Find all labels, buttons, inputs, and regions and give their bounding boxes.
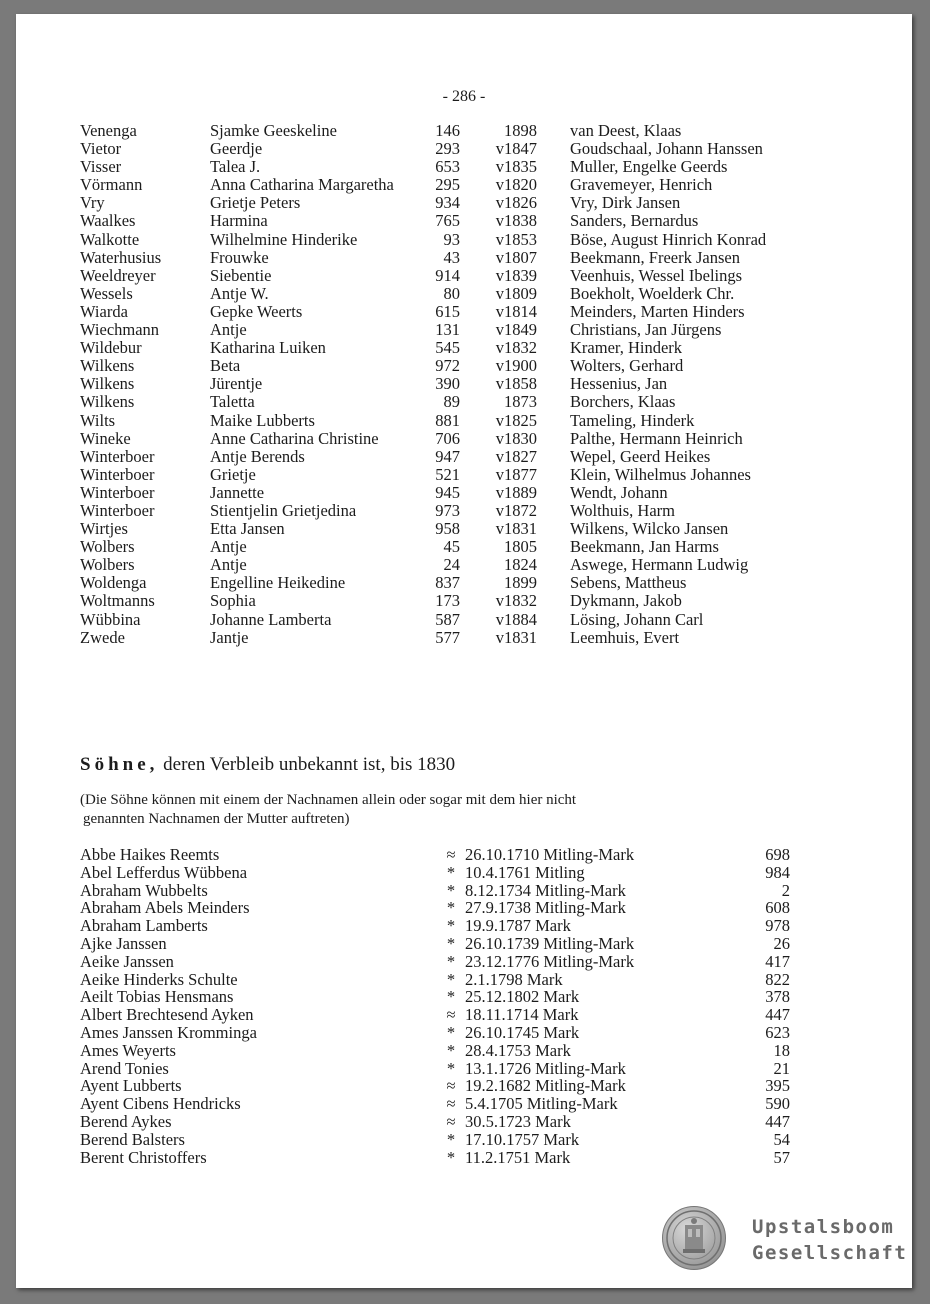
table-row — [80, 285, 840, 303]
event-symbol: * — [446, 933, 456, 953]
year: v1831 — [495, 627, 537, 647]
event-symbol: * — [446, 880, 456, 900]
section-title-keyword: Söhne, — [80, 754, 159, 775]
surname: Weeldreyer — [80, 265, 156, 285]
event-symbol: * — [446, 862, 456, 882]
year: v1853 — [495, 229, 537, 249]
given-names: Frouwke — [210, 247, 269, 267]
surname: Walkotte — [80, 229, 140, 249]
reference-number: 947 — [435, 446, 460, 466]
reference-number: 914 — [435, 265, 460, 285]
reference-number: 447 — [765, 1005, 790, 1025]
reference-number: 945 — [435, 482, 460, 502]
event-symbol: ≈ — [446, 845, 456, 864]
year: v1877 — [495, 464, 537, 484]
event-symbol: * — [446, 951, 456, 971]
surname: Wessels — [80, 283, 133, 303]
given-names: Antje Berends — [210, 446, 305, 466]
date-place: 19.9.1787 Mark — [465, 916, 571, 936]
table-row — [80, 1006, 800, 1024]
spouse: Aswege, Hermann Ludwig — [570, 555, 749, 575]
event-symbol: ≈ — [446, 1076, 456, 1096]
table-row — [80, 1131, 800, 1149]
year: v1814 — [495, 301, 537, 321]
reference-number: 93 — [443, 229, 460, 249]
table-row — [80, 953, 800, 971]
spouse: Wilkens, Wilcko Jansen — [570, 519, 729, 539]
table-row — [80, 158, 840, 176]
spouse: Kramer, Hinderk — [570, 338, 683, 358]
reference-number: 984 — [765, 862, 790, 882]
table-row — [80, 864, 800, 882]
date-place: 28.4.1753 Mark — [465, 1040, 571, 1060]
table-row — [80, 629, 840, 647]
surname: Vörmann — [80, 175, 143, 195]
son-name: Abbe Haikes Reemts — [80, 845, 220, 864]
surname: Wilkens — [80, 356, 135, 376]
table-row — [80, 882, 800, 900]
table-row — [80, 412, 840, 430]
event-symbol: ≈ — [446, 1111, 456, 1131]
reference-number: 837 — [435, 573, 460, 593]
page-number: - 286 - — [442, 88, 486, 105]
section-title — [80, 754, 455, 776]
given-names: Etta Jansen — [210, 519, 285, 539]
reference-number: 545 — [435, 338, 460, 358]
table-row — [80, 448, 840, 466]
reference-number: 173 — [435, 591, 460, 611]
given-names: Antje W. — [210, 283, 269, 303]
given-names: Sjamke Geeskeline — [210, 121, 337, 140]
spouse: Muller, Engelke Geerds — [570, 157, 728, 177]
spouse: Leemhuis, Evert — [570, 627, 680, 647]
surname: Visser — [80, 157, 122, 177]
son-name: Abraham Abels Meinders — [80, 898, 250, 918]
reference-number: 653 — [435, 157, 460, 177]
reference-number: 447 — [765, 1111, 790, 1131]
year: v1884 — [495, 609, 537, 629]
date-place: 27.9.1738 Mitling-Mark — [465, 898, 626, 918]
table-row — [80, 466, 840, 484]
date-place: 25.12.1802 Mark — [465, 987, 580, 1007]
table-row — [80, 303, 840, 321]
year: v1820 — [495, 175, 537, 195]
reference-number: 577 — [435, 627, 460, 647]
event-symbol: * — [446, 1147, 456, 1167]
sons-list — [80, 846, 800, 1166]
given-names: Beta — [210, 356, 241, 376]
year: v1900 — [495, 356, 537, 376]
reference-number: 390 — [435, 374, 460, 394]
year: v1847 — [495, 139, 537, 159]
reference-number: 24 — [443, 555, 460, 575]
table-row — [80, 574, 840, 592]
reference-number: 89 — [443, 392, 460, 412]
table-row — [80, 357, 840, 375]
date-place: 26.10.1745 Mark — [465, 1022, 580, 1042]
event-symbol: * — [446, 987, 456, 1007]
given-names: Sophia — [210, 591, 256, 611]
reference-number: 293 — [435, 139, 460, 159]
given-names: Engelline Heikedine — [210, 573, 346, 593]
surname: Winterboer — [80, 446, 155, 466]
table-row — [80, 321, 840, 339]
reference-number: 146 — [435, 121, 460, 140]
table-row — [80, 988, 800, 1006]
spouse: Palthe, Hermann Heinrich — [570, 428, 743, 448]
surname: Wübbina — [80, 609, 141, 629]
spouse: Veenhuis, Wessel Ibelings — [570, 265, 743, 285]
given-names: Siebentie — [210, 265, 272, 285]
given-names: Jantje — [210, 627, 249, 647]
reference-number: 26 — [773, 933, 790, 953]
surname: Venenga — [80, 121, 137, 140]
event-symbol: ≈ — [446, 1094, 456, 1114]
year: v1827 — [495, 446, 537, 466]
year: 1824 — [504, 555, 537, 575]
given-names: Jannette — [210, 482, 265, 502]
table-row — [80, 1149, 800, 1167]
table-row — [80, 502, 840, 520]
reference-number: 43 — [443, 247, 460, 267]
section-note — [80, 791, 780, 829]
table-row — [80, 140, 840, 158]
reference-number: 378 — [765, 987, 790, 1007]
surname: Wiechmann — [80, 320, 160, 340]
event-symbol: * — [446, 1022, 456, 1042]
spouse: Boekholt, Woelderk Chr. — [570, 283, 735, 303]
son-name: Aeike Janssen — [80, 951, 174, 971]
spouse: Lösing, Johann Carl — [570, 609, 704, 629]
table-row — [80, 1095, 800, 1113]
spouse: Meinders, Marten Hinders — [570, 301, 745, 321]
date-place: 10.4.1761 Mitling — [465, 862, 585, 882]
table-row — [80, 249, 840, 267]
reference-number: 972 — [435, 356, 460, 376]
date-place: 5.4.1705 Mitling-Mark — [465, 1094, 618, 1114]
surname: Wilts — [80, 410, 116, 430]
table-row — [80, 971, 800, 989]
reference-number: 698 — [765, 845, 790, 864]
son-name: Abraham Lamberts — [80, 916, 208, 936]
year: v1838 — [495, 211, 537, 231]
surname: Woldenga — [80, 573, 147, 593]
reference-number: 587 — [435, 609, 460, 629]
year: 1899 — [504, 573, 537, 593]
table-row — [80, 194, 840, 212]
year: v1830 — [495, 428, 537, 448]
table-row — [80, 1077, 800, 1095]
reference-number: 57 — [773, 1147, 790, 1167]
spouse: Beekmann, Freerk Jansen — [570, 247, 740, 267]
given-names: Wilhelmine Hinderike — [210, 229, 358, 249]
year: v1825 — [495, 410, 537, 430]
spouse: Klein, Wilhelmus Johannes — [570, 464, 751, 484]
event-symbol: * — [446, 916, 456, 936]
table-row — [80, 393, 840, 411]
son-name: Arend Tonies — [80, 1058, 169, 1078]
surname: Wildebur — [80, 338, 142, 358]
reference-number: 706 — [435, 428, 460, 448]
given-names: Johanne Lamberta — [210, 609, 332, 629]
spouse: Dykmann, Jakob — [570, 591, 682, 611]
son-name: Ames Weyerts — [80, 1040, 176, 1060]
surname: Waterhusius — [80, 247, 162, 267]
year: 1805 — [504, 537, 537, 557]
year: 1873 — [504, 392, 537, 412]
surname: Winterboer — [80, 464, 155, 484]
surname: Wiarda — [80, 301, 128, 321]
date-place: 8.12.1734 Mitling-Mark — [465, 880, 626, 900]
surname: Winterboer — [80, 482, 155, 502]
date-place: 23.12.1776 Mitling-Mark — [465, 951, 635, 971]
reference-number: 822 — [765, 969, 790, 989]
table-row — [80, 339, 840, 357]
table-row — [80, 917, 800, 935]
year: v1831 — [495, 519, 537, 539]
given-names: Anne Catharina Christine — [210, 428, 379, 448]
section-note-line: (Die Söhne können mit einem der Nachnamen allein oder sogar mit dem hier nicht — [80, 792, 577, 808]
reference-number: 54 — [773, 1129, 790, 1149]
date-place: 11.2.1751 Mark — [465, 1147, 571, 1167]
table-row — [80, 935, 800, 953]
surname: Wolbers — [80, 537, 135, 557]
reference-number: 295 — [435, 175, 460, 195]
document-page — [16, 14, 912, 1288]
reference-number: 395 — [765, 1076, 790, 1096]
table-row — [80, 176, 840, 194]
event-symbol: * — [446, 1129, 456, 1149]
reference-number: 978 — [765, 916, 790, 936]
given-names: Maike Lubberts — [210, 410, 315, 430]
reference-number: 131 — [435, 320, 460, 340]
reference-number: 765 — [435, 211, 460, 231]
event-symbol: * — [446, 969, 456, 989]
spouse: Wepel, Geerd Heikes — [570, 446, 711, 466]
given-names: Talea J. — [210, 157, 261, 177]
table-row — [80, 1060, 800, 1078]
date-place: 30.5.1723 Mark — [465, 1111, 571, 1131]
surname: Vietor — [80, 139, 122, 159]
year: v1826 — [495, 193, 537, 213]
table-row — [80, 846, 800, 864]
spouse: Beekmann, Jan Harms — [570, 537, 719, 557]
spouse: Hessenius, Jan — [570, 374, 668, 394]
date-place: 26.10.1739 Mitling-Mark — [465, 933, 635, 953]
table-row — [80, 520, 840, 538]
year: v1832 — [495, 591, 537, 611]
spouse: Sebens, Mattheus — [570, 573, 687, 593]
date-place: 26.10.1710 Mitling-Mark — [465, 845, 635, 864]
spouse: Böse, August Hinrich Konrad — [570, 229, 767, 249]
reference-number: 2 — [781, 880, 790, 900]
surname: Winterboer — [80, 500, 155, 520]
daughters-list — [80, 122, 840, 647]
table-row — [80, 1042, 800, 1060]
table-row — [80, 538, 840, 556]
spouse: Vry, Dirk Jansen — [570, 193, 681, 213]
spouse: Tameling, Hinderk — [570, 410, 695, 430]
table-row — [80, 556, 840, 574]
year: v1832 — [495, 338, 537, 358]
year: v1858 — [495, 374, 537, 394]
son-name: Ayent Cibens Hendricks — [80, 1094, 241, 1114]
event-symbol: * — [446, 1040, 456, 1060]
date-place: 2.1.1798 Mark — [465, 969, 563, 989]
seal-icon — [662, 1206, 726, 1270]
given-names: Grietje Peters — [210, 193, 301, 213]
date-place: 13.1.1726 Mitling-Mark — [465, 1058, 626, 1078]
given-names: Antje — [210, 555, 247, 575]
year: v1889 — [495, 482, 537, 502]
reference-number: 881 — [435, 410, 460, 430]
son-name: Aeilt Tobias Hensmans — [80, 987, 234, 1007]
spouse: Sanders, Bernardus — [570, 211, 699, 231]
logo-line: Gesellschaft — [752, 1242, 908, 1264]
year: v1807 — [495, 247, 537, 267]
table-row — [80, 611, 840, 629]
table-row — [80, 375, 840, 393]
given-names: Gepke Weerts — [210, 301, 303, 321]
spouse: Borchers, Klaas — [570, 392, 676, 412]
surname: Vry — [80, 193, 105, 213]
reference-number: 417 — [765, 951, 790, 971]
given-names: Jürentje — [210, 374, 263, 394]
event-symbol: ≈ — [446, 1005, 456, 1025]
table-row — [80, 484, 840, 502]
date-place: 18.11.1714 Mark — [465, 1005, 579, 1025]
son-name: Ames Janssen Kromminga — [80, 1022, 257, 1042]
surname: Wilkens — [80, 374, 135, 394]
spouse: Goudschaal, Johann Hanssen — [570, 139, 763, 159]
given-names: Anna Catharina Margaretha — [210, 175, 394, 195]
son-name: Ajke Janssen — [80, 933, 167, 953]
spouse: van Deest, Klaas — [570, 121, 682, 140]
reference-number: 608 — [765, 898, 790, 918]
reference-number: 973 — [435, 500, 460, 520]
surname: Wilkens — [80, 392, 135, 412]
given-names: Harmina — [210, 211, 268, 231]
table-row — [80, 122, 840, 140]
section-note-line: genannten Nachnamen der Mutter auftreten) — [83, 811, 350, 827]
event-symbol: * — [446, 1058, 456, 1078]
spouse: Wendt, Johann — [570, 482, 668, 502]
event-symbol: * — [446, 898, 456, 918]
table-row — [80, 430, 840, 448]
son-name: Berend Balsters — [80, 1129, 185, 1149]
year: v1839 — [495, 265, 537, 285]
table-row — [80, 267, 840, 285]
spouse: Gravemeyer, Henrich — [570, 175, 713, 195]
table-row — [80, 1113, 800, 1131]
year: 1898 — [504, 121, 537, 140]
given-names: Katharina Luiken — [210, 338, 326, 358]
spouse: Wolthuis, Harm — [570, 500, 675, 520]
given-names: Geerdje — [210, 139, 263, 159]
surname: Wineke — [80, 428, 131, 448]
reference-number: 80 — [443, 283, 460, 303]
reference-number: 21 — [773, 1058, 790, 1078]
spouse: Christians, Jan Jürgens — [570, 320, 722, 340]
reference-number: 45 — [443, 537, 460, 557]
year: v1849 — [495, 320, 537, 340]
given-names: Stientjelin Grietjedina — [210, 500, 357, 520]
surname: Wolbers — [80, 555, 135, 575]
surname: Waalkes — [80, 211, 136, 231]
reference-number: 521 — [435, 464, 460, 484]
son-name: Aeike Hinderks Schulte — [80, 969, 238, 989]
section-title-rest: deren Verbleib unbekannt ist, bis 1830 — [163, 754, 456, 775]
reference-number: 623 — [765, 1022, 790, 1042]
year: v1809 — [495, 283, 537, 303]
logo-line: Upstalsboom — [752, 1216, 895, 1238]
son-name: Berent Christoffers — [80, 1147, 207, 1167]
reference-number: 590 — [765, 1094, 790, 1114]
surname: Woltmanns — [80, 591, 155, 611]
son-name: Abraham Wubbelts — [80, 880, 208, 900]
son-name: Abel Lefferdus Wübbena — [80, 862, 248, 882]
society-logo — [662, 1206, 908, 1272]
given-names: Antje — [210, 320, 247, 340]
date-place: 17.10.1757 Mark — [465, 1129, 580, 1149]
year: v1872 — [495, 500, 537, 520]
table-row — [80, 1024, 800, 1042]
son-name: Berend Aykes — [80, 1111, 172, 1131]
reference-number: 958 — [435, 519, 460, 539]
given-names: Grietje — [210, 464, 256, 484]
son-name: Albert Brechtesend Ayken — [80, 1005, 254, 1025]
spouse: Wolters, Gerhard — [570, 356, 684, 376]
table-row — [80, 231, 840, 249]
reference-number: 934 — [435, 193, 460, 213]
year: v1835 — [495, 157, 537, 177]
son-name: Ayent Lubberts — [80, 1076, 182, 1096]
date-place: 19.2.1682 Mitling-Mark — [465, 1076, 626, 1096]
surname: Zwede — [80, 627, 125, 647]
given-names: Taletta — [210, 392, 255, 412]
table-row — [80, 592, 840, 610]
given-names: Antje — [210, 537, 247, 557]
table-row — [80, 212, 840, 230]
reference-number: 615 — [435, 301, 460, 321]
surname: Wirtjes — [80, 519, 128, 539]
table-row — [80, 899, 800, 917]
reference-number: 18 — [773, 1040, 790, 1060]
